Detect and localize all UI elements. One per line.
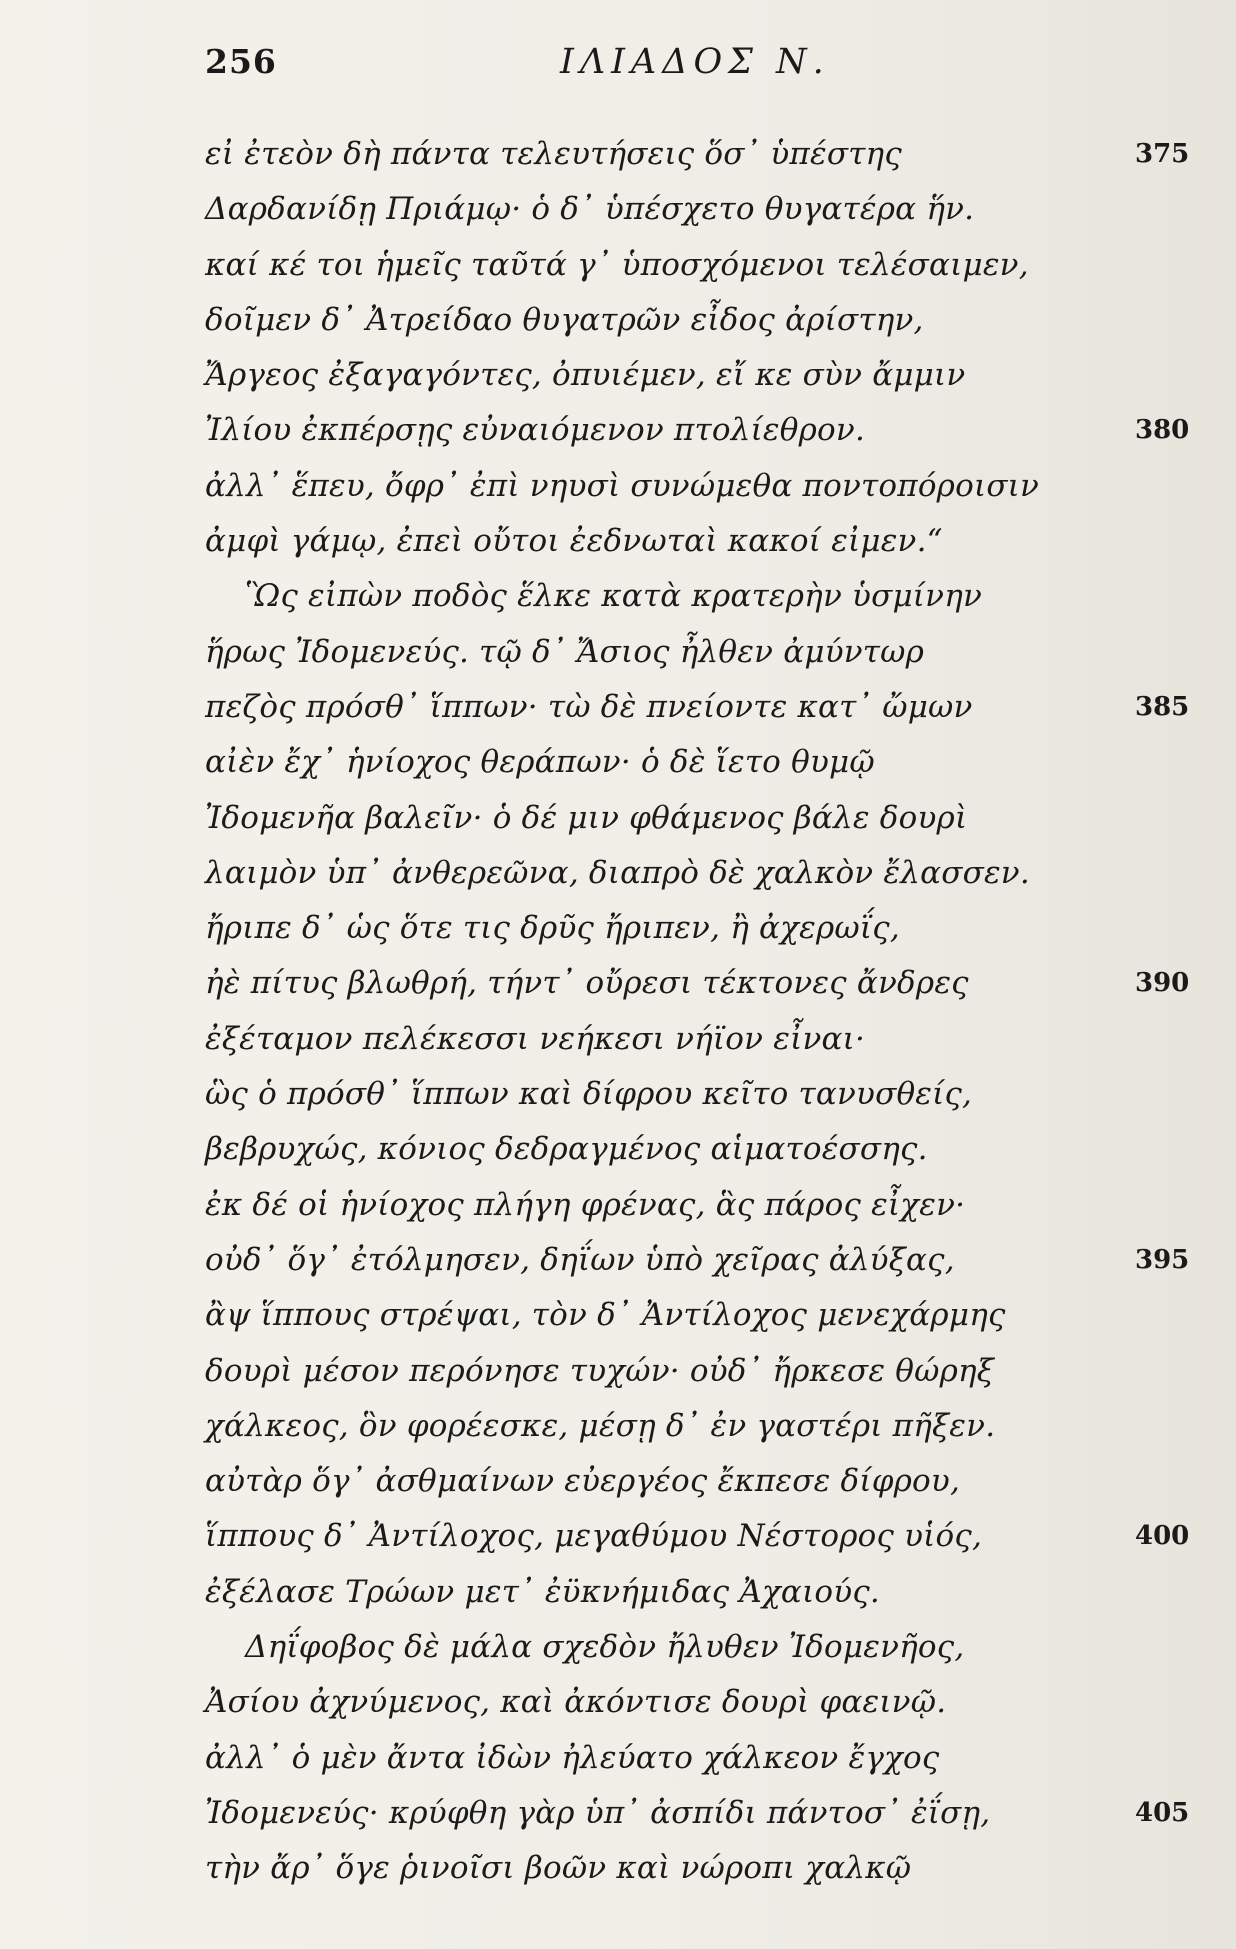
verse-text: τὴν ἄρ᾽ ὅγε ῥινοῖσι βοῶν καὶ νώροπι χαλκῷ: [205, 1850, 912, 1887]
verse-text: Ἰδομενεύς· κρύφθη γὰρ ὑπ᾽ ἀσπίδι πάντοσ᾽ ἐΐσῃ,: [205, 1794, 991, 1831]
verse-text: ἵππους δ᾽ Ἀντίλοχος, μεγαθύμου Νέστορος υἱός,: [205, 1518, 982, 1555]
line-number: 395: [1135, 1244, 1190, 1275]
verse-text: ἂψ ἵππους στρέψαι, τὸν δ᾽ Ἀντίλοχος μενεχάρμης: [205, 1297, 1006, 1334]
verse-line: [0, 127, 1236, 182]
verse-text: Ὣς εἰπὼν ποδὸς ἕλκε κατὰ κρατερὴν ὑσμίνην: [245, 578, 983, 615]
verse-text: ἥρως Ἰδομενεύς. τῷ δ᾽ Ἄσιος ἦλθεν ἀμύντωρ: [205, 633, 925, 670]
verse-line: [0, 625, 1236, 680]
verse-line: [0, 1675, 1236, 1730]
verse-text: δουρὶ μέσον περόνησε τυχών· οὐδ᾽ ἤρκεσε θώρηξ: [205, 1352, 995, 1389]
verse-text: Ἀσίου ἀχνύμενος, καὶ ἀκόντισε δουρὶ φαεινῷ.: [205, 1684, 947, 1721]
verse-line: [0, 956, 1236, 1011]
verse-line: [0, 1122, 1236, 1177]
verse-text: χάλκεος, ὃν φορέεσκε, μέσῃ δ᾽ ἐν γαστέρι πῆξεν.: [205, 1407, 996, 1444]
verse-line: [0, 791, 1236, 846]
verse-line: [0, 293, 1236, 348]
verse-text: Ἰδομενῆα βαλεῖν· ὁ δέ μιν φθάμενος βάλε δουρὶ: [205, 799, 968, 836]
verse-text: Δαρδανίδῃ Πριάμῳ· ὁ δ᾽ ὑπέσχετο θυγατέρα ἥν.: [205, 191, 975, 228]
verse-text: ἀμφὶ γάμῳ, ἐπεὶ οὔτοι ἐεδνωταὶ κακοί εἰμεν.“: [205, 523, 943, 560]
verse-text: καί κέ τοι ἡμεῖς ταῦτά γ᾽ ὑποσχόμενοι τελέσαιμεν,: [205, 246, 1029, 283]
verse-text: ἐξέταμον πελέκεσσι νεήκεσι νήϊον εἶναι·: [205, 1020, 866, 1057]
verse-line: [0, 1178, 1236, 1233]
verse-line: [0, 403, 1236, 458]
verse-line: [0, 1509, 1236, 1564]
verse-text: αἰὲν ἔχ᾽ ἡνίοχος θεράπων· ὁ δὲ ἵετο θυμῷ: [205, 744, 875, 781]
verse-line: [0, 680, 1236, 735]
verse-text: Ἄργεος ἐξαγαγόντες, ὀπυιέμεν, εἴ κε σὺν ἄμμιν: [205, 357, 966, 394]
verse-line: [0, 1454, 1236, 1509]
verse-line: [0, 901, 1236, 956]
verse-line: [0, 1344, 1236, 1399]
verse-line: [0, 1841, 1236, 1896]
verse-text: ἐξέλασε Τρώων μετ᾽ ἐϋκνήμιδας Ἀχαιούς.: [205, 1573, 880, 1610]
verse-line: [0, 1012, 1236, 1067]
verse-line: [0, 182, 1236, 237]
verse-block: [0, 127, 1236, 1897]
verse-text: ἐκ δέ οἱ ἡνίοχος πλήγη φρένας, ἃς πάρος εἶχεν·: [205, 1186, 966, 1223]
page-number: 256: [205, 42, 277, 81]
line-number: 390: [1135, 968, 1190, 999]
verse-text: αὐτὰρ ὅγ᾽ ἀσθμαίνων εὐεργέος ἔκπεσε δίφρου,: [205, 1463, 961, 1500]
verse-text: Δηΐφοβος δὲ μάλα σχεδὸν ἤλυθεν Ἰδομενῆος,: [245, 1629, 965, 1666]
line-number: 405: [1135, 1797, 1190, 1828]
running-title: ΙΛΙΑΔΟΣ Ν.: [560, 42, 830, 82]
verse-text: εἰ ἐτεὸν δὴ πάντα τελευτήσεις ὅσ᾽ ὑπέστης: [205, 136, 902, 172]
verse-line: [0, 348, 1236, 403]
verse-text: ἀλλ᾽ ὁ μὲν ἄντα ἰδὼν ἠλεύατο χάλκεον ἔγχος: [205, 1739, 940, 1776]
verse-line: [0, 735, 1236, 790]
verse-line: [0, 846, 1236, 901]
page-header: [205, 42, 1165, 92]
line-number: 400: [1135, 1521, 1190, 1552]
verse-line: [0, 514, 1236, 569]
verse-text: ἤριπε δ᾽ ὡς ὅτε τις δρῦς ἤριπεν, ἢ ἀχερωΐς,: [205, 910, 900, 947]
verse-line: [0, 1288, 1236, 1343]
verse-text: λαιμὸν ὑπ᾽ ἀνθερεῶνα, διαπρὸ δὲ χαλκὸν ἔλασσεν.: [205, 854, 1030, 891]
verse-line: [0, 1786, 1236, 1841]
verse-text: ὣς ὁ πρόσθ᾽ ἵππων καὶ δίφρου κεῖτο τανυσθείς,: [205, 1076, 973, 1113]
verse-line: [0, 459, 1236, 514]
verse-text: πεζὸς πρόσθ᾽ ἵππων· τὼ δὲ πνείοντε κατ᾽ ὤμων: [205, 688, 973, 725]
verse-text: Ἰλίου ἐκπέρσῃς εὐναιόμενον πτολίεθρον.: [205, 412, 866, 449]
verse-text: βεβρυχώς, κόνιος δεδραγμένος αἱματοέσσης.: [205, 1131, 928, 1168]
verse-line: [0, 569, 1236, 624]
verse-text: οὐδ᾽ ὅγ᾽ ἐτόλμησεν, δηΐων ὑπὸ χεῖρας ἀλύξας,: [205, 1241, 955, 1278]
verse-line: [0, 1399, 1236, 1454]
verse-line: [0, 1233, 1236, 1288]
verse-text: ἀλλ᾽ ἕπευ, ὄφρ᾽ ἐπὶ νηυσὶ συνώμεθα ποντοπόροισιν: [205, 467, 1040, 504]
line-number: 380: [1135, 415, 1190, 446]
verse-line: [0, 1067, 1236, 1122]
line-number: 375: [1135, 139, 1190, 169]
verse-line: [0, 1620, 1236, 1675]
verse-line: [0, 238, 1236, 293]
line-number: 385: [1135, 691, 1190, 722]
verse-line: [0, 1731, 1236, 1786]
verse-line: [0, 1565, 1236, 1620]
verse-text: ἠὲ πίτυς βλωθρή, τήντ᾽ οὔρεσι τέκτονες ἄνδρες: [205, 965, 969, 1002]
verse-text: δοῖμεν δ᾽ Ἀτρείδαο θυγατρῶν εἶδος ἀρίστην,: [205, 301, 924, 338]
